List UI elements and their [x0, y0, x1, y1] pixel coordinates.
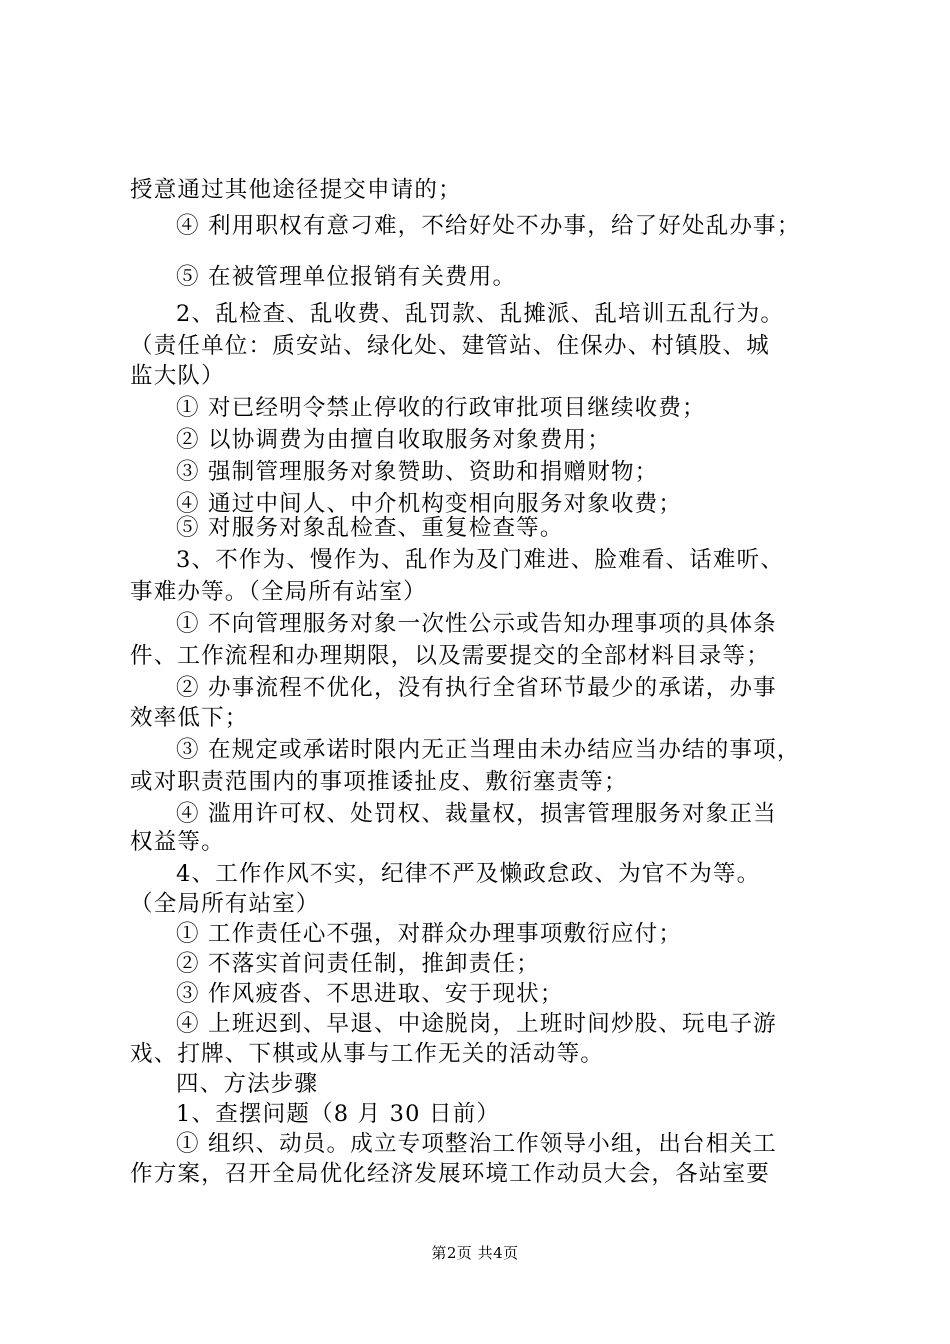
text-line-11: ⑤ 对服务对象乱检查、重复检查等。: [176, 515, 564, 541]
text-line-23: （全局所有站室）: [130, 891, 320, 917]
text-line-7: ① 对已经明令禁止停收的行政审批项目继续收费；: [176, 395, 706, 421]
text-line-29: 四、方法步骤: [176, 1071, 319, 1097]
text-line-24: ① 工作责任心不强，对群众办理事项敷衍应付；: [176, 921, 683, 947]
text-line-3: ⑤ 在被管理单位报销有关费用。: [176, 264, 517, 290]
text-line-6: 监大队）: [130, 363, 225, 389]
text-line-5: （责任单位：质安站、绿化处、建管站、住保办、村镇股、城: [130, 333, 770, 359]
text-line-15: 件、工作流程和办理期限，以及需要提交的全部材料目录等；: [130, 643, 770, 669]
text-line-2: ④ 利用职权有意刁难，不给好处不办事，给了好处乱办事；: [176, 213, 801, 239]
text-line-20: ④ 滥用许可权、处罚权、裁量权，损害管理服务对象正当: [176, 801, 777, 827]
text-line-31: ① 组织、动员。成立专项整治工作领导小组，出台相关工: [176, 1131, 777, 1157]
text-line-13: 事难办等。（全局所有站室）: [130, 579, 427, 605]
text-line-10: ④ 通过中间人、中介机构变相向服务对象收费；: [176, 491, 683, 517]
text-line-21: 权益等。: [130, 829, 225, 855]
text-line-26: ③ 作风疲沓、不思进取、安于现状；: [176, 981, 564, 1007]
text-line-14: ① 不向管理服务对象一次性公示或告知办理事项的具体条: [176, 611, 777, 637]
text-line-25: ② 不落实首问责任制，推卸责任；: [176, 951, 540, 977]
text-line-9: ③ 强制管理服务对象赞助、资助和捐赠财物；: [176, 459, 659, 485]
text-line-1: 授意通过其他途径提交申请的；: [130, 177, 462, 203]
text-line-28: 戏、打牌、下棋或从事与工作无关的活动等。: [130, 1041, 605, 1067]
text-line-27: ④ 上班迟到、早退、中途脱岗，上班时间炒股、玩电子游: [176, 1011, 777, 1037]
text-line-30: 1、查摆问题（8 月 30 日前）: [176, 1101, 501, 1127]
text-line-22: 4、工作作风不实，纪律不严及懒政怠政、为官不为等。: [176, 861, 761, 887]
text-line-19: 或对职责范围内的事项推诿扯皮、敷衍塞责等；: [130, 769, 628, 795]
text-line-4: 2、乱检查、乱收费、乱罚款、乱摊派、乱培训五乱行为。: [176, 301, 785, 327]
text-line-32: 作方案，召开全局优化经济发展环境工作动员大会，各站室要: [130, 1161, 770, 1187]
text-line-16: ② 办事流程不优化，没有执行全省环节最少的承诺，办事: [176, 675, 777, 701]
page-number-footer: 第2页 共4页: [431, 1244, 519, 1262]
text-line-8: ② 以协调费为由擅自收取服务对象费用；: [176, 427, 611, 453]
text-line-12: 3、不作为、慢作为、乱作为及门难进、脸难看、话难听、: [176, 547, 785, 573]
text-line-18: ③ 在规定或承诺时限内无正当理由未办结应当办结的事项，: [176, 737, 801, 763]
text-line-17: 效率低下；: [130, 705, 249, 731]
